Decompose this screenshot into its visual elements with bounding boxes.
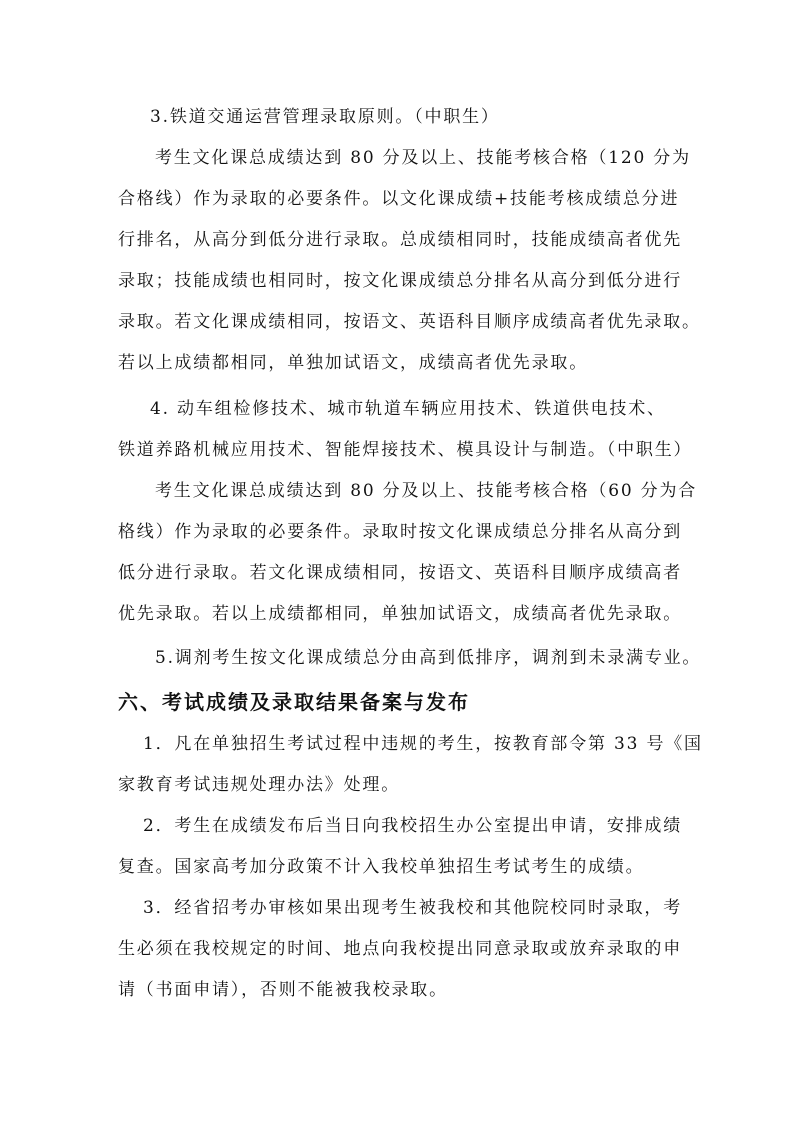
rule-3-title: 3.铁道交通运营管理录取原则。（中职生） (150, 107, 500, 127)
rule-3-paragraph-line: 行排名，从高分到低分进行录取。总成绩相同时，技能成绩高者优先 (118, 230, 682, 250)
section-heading: 六、考试成绩及录取结果备案与发布 (118, 690, 470, 714)
rule-5-text: 5.调剂考生按文化课成绩总分由高到低排序，调剂到未录满专业。 (155, 648, 702, 668)
item-2-line: 复查。国家高考加分政策不计入我校单独招生考试考生的成绩。 (118, 857, 645, 877)
rule-4-paragraph-line: 格线）作为录取的必要条件。录取时按文化课成绩总分排名从高分到 (118, 522, 682, 542)
item-3-line: 生必须在我校规定的时间、地点向我校提出同意录取或放弃录取的申 (118, 939, 682, 959)
rule-4-title: 4. 动车组检修技术、城市轨道车辆应用技术、铁道供电技术、 (150, 399, 666, 419)
item-3-line: 请（书面申请），否则不能被我校录取。 (118, 980, 448, 1000)
rule-3-paragraph-line: 若以上成绩都相同，单独加试语文，成绩高者优先录取。 (118, 353, 588, 373)
rule-3-paragraph-line: 录取；技能成绩也相同时，按文化课成绩总分排名从高分到低分进行 (118, 271, 682, 291)
item-1-line: 1．凡在单独招生考试过程中违规的考生，按教育部令第 33 号《国 (143, 734, 703, 754)
rule-4-paragraph-line: 低分进行录取。若文化课成绩相同，按语文、英语科目顺序成绩高者 (118, 563, 682, 583)
rule-3-paragraph-line: 合格线）作为录取的必要条件。以文化课成绩+技能考核成绩总分进 (118, 189, 680, 209)
item-1-line: 家教育考试违规处理办法》处理。 (118, 775, 400, 795)
rule-4-paragraph-line: 优先录取。若以上成绩都相同，单独加试语文，成绩高者优先录取。 (118, 604, 682, 624)
rule-4-title-line: 铁道养路机械应用技术、智能焊接技术、模具设计与制造。（中职生） (118, 440, 693, 460)
rule-4-paragraph-line: 考生文化课总成绩达到 80 分及以上、技能考核合格（60 分为合 (155, 481, 698, 501)
item-2-line: 2．考生在成绩发布后当日向我校招生办公室提出申请，安排成绩 (143, 816, 683, 836)
rule-3-paragraph-line: 录取。若文化课成绩相同，按语文、英语科目顺序成绩高者优先录取。 (118, 312, 701, 332)
item-3-line: 3．经省招考办审核如果出现考生被我校和其他院校同时录取，考 (143, 898, 683, 918)
rule-3-paragraph-line: 考生文化课总成绩达到 80 分及以上、技能考核合格（120 分为 (155, 148, 691, 168)
